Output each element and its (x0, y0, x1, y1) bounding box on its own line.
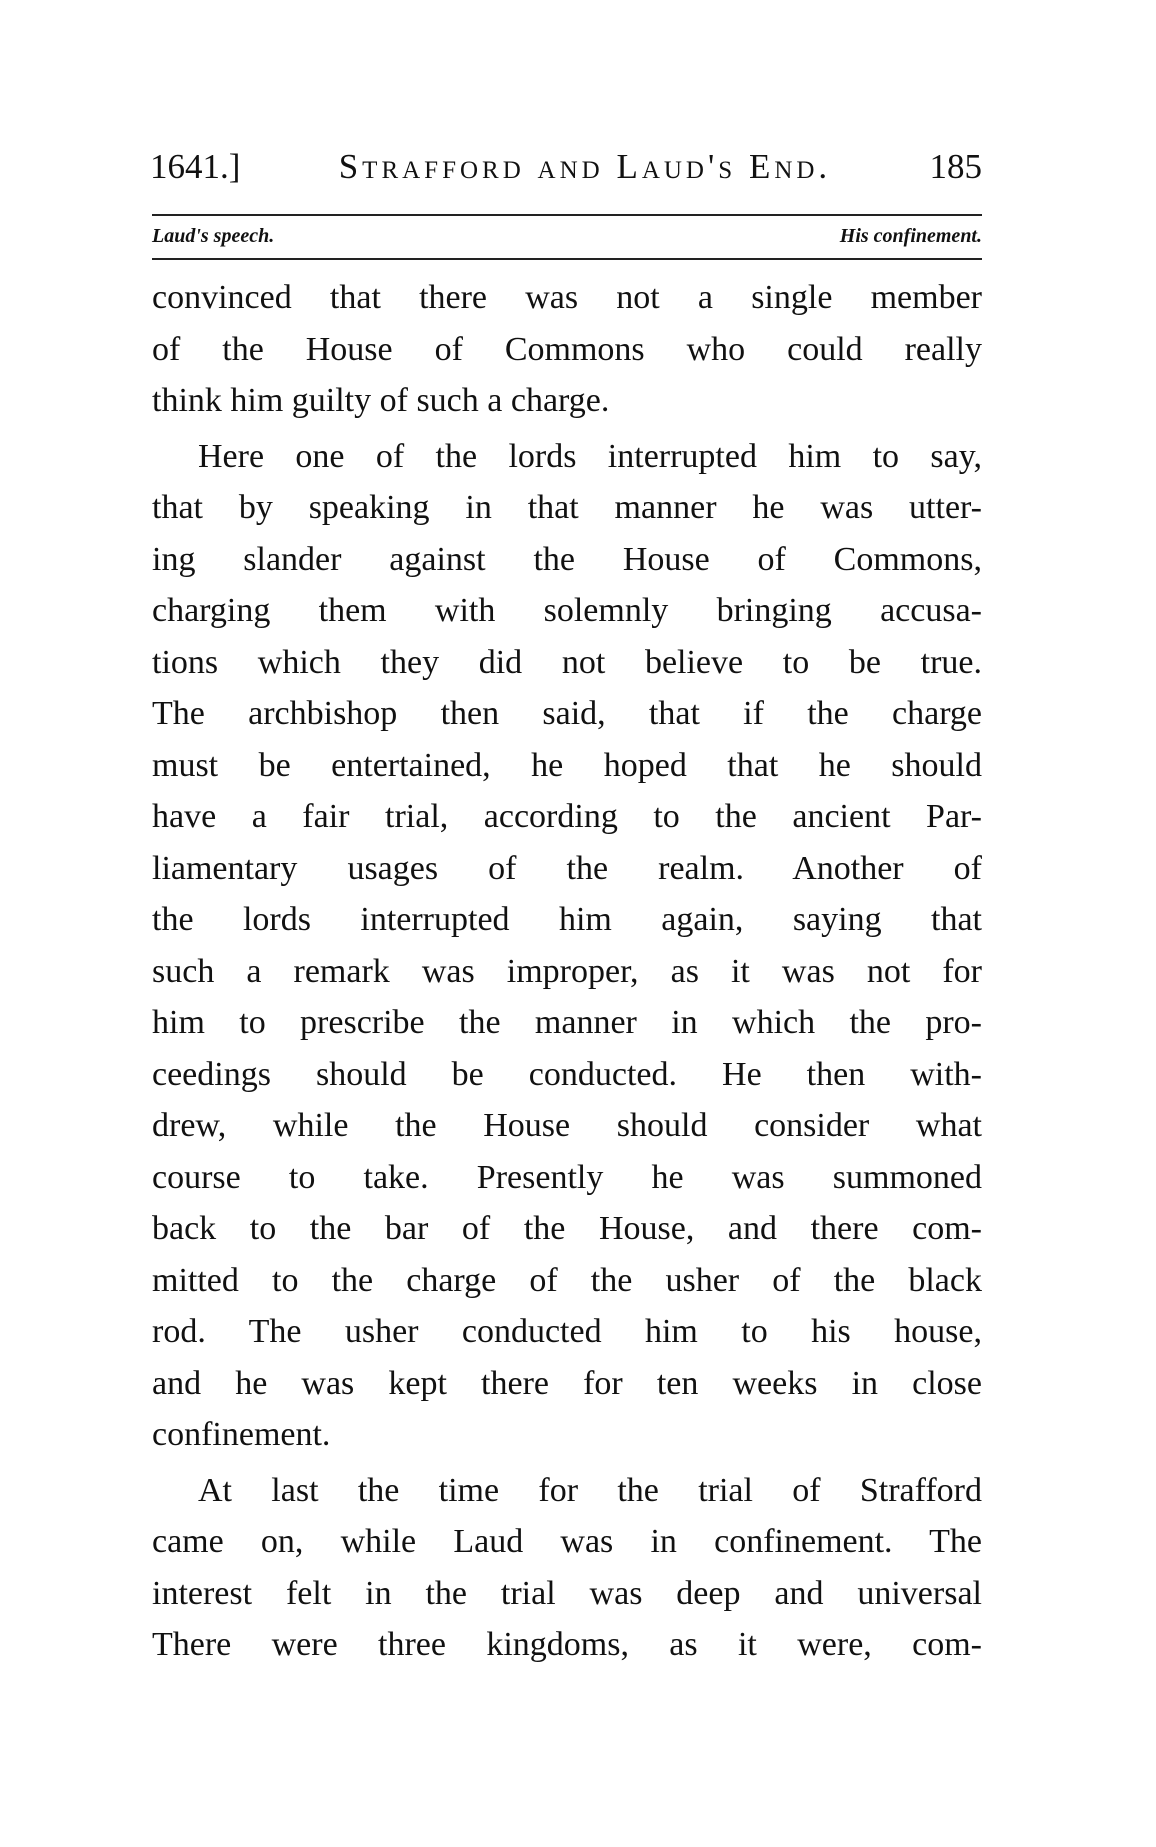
text-line: of the House of Commons who could really (152, 330, 982, 368)
text-line: course to take. Presently he was summoned (152, 1158, 982, 1196)
page-number: 185 (929, 147, 982, 186)
running-head (150, 144, 982, 190)
text-line: liamentary usages of the realm. Another of (152, 849, 982, 887)
text-line: interest felt in the trial was deep and universal (152, 1574, 982, 1612)
text-line: ing slander against the House of Commons, (152, 540, 982, 578)
text-line: and he was kept there for ten weeks in close (152, 1364, 982, 1402)
header-rule-bottom (152, 258, 982, 260)
text-line: back to the bar of the House, and there com- (152, 1210, 982, 1247)
text-line: At last the time for the trial of Strafford (198, 1471, 982, 1509)
text-line: must be entertained, he hoped that he should (152, 746, 982, 784)
text-line: tions which they did not believe to be true. (152, 643, 982, 681)
text-line: have a fair trial, according to the ancient Par- (152, 798, 982, 835)
body-text (152, 272, 982, 1671)
text-line: that by speaking in that manner he was utter- (152, 489, 982, 526)
text-line: came on, while Laud was in confinement. The (152, 1523, 982, 1560)
text-line: convinced that there was not a single member (152, 279, 982, 316)
sidenote-right: His confinement. (839, 224, 982, 247)
text-line: rod. The usher conducted him to his house, (152, 1313, 982, 1350)
text-line: the lords interrupted him again, saying that (152, 901, 982, 938)
text-line: charging them with solemnly bringing accusa- (152, 592, 982, 629)
text-line: confinement. (152, 1416, 331, 1453)
text-line: ceedings should be conducted. He then with- (152, 1055, 982, 1093)
marginal-notes (152, 219, 982, 253)
header-rule-top (152, 214, 982, 216)
sidenote-left: Laud's speech. (152, 224, 275, 247)
text-line: such a remark was improper, as it was not for (152, 952, 982, 990)
header-year: 1641.] (150, 147, 241, 186)
text-line: him to prescribe the manner in which the pro- (152, 1004, 982, 1041)
text-line: mitted to the charge of the usher of the black (152, 1261, 982, 1299)
text-line: Here one of the lords interrupted him to say, (198, 437, 982, 475)
header-title: Strafford and Laud's End. (338, 147, 832, 186)
text-line: drew, while the House should consider what (152, 1107, 982, 1144)
text-line: The archbishop then said, that if the charge (152, 695, 982, 732)
text-line: There were three kingdoms, as it were, com- (152, 1626, 982, 1663)
text-line: think him guilty of such a charge. (152, 382, 610, 419)
